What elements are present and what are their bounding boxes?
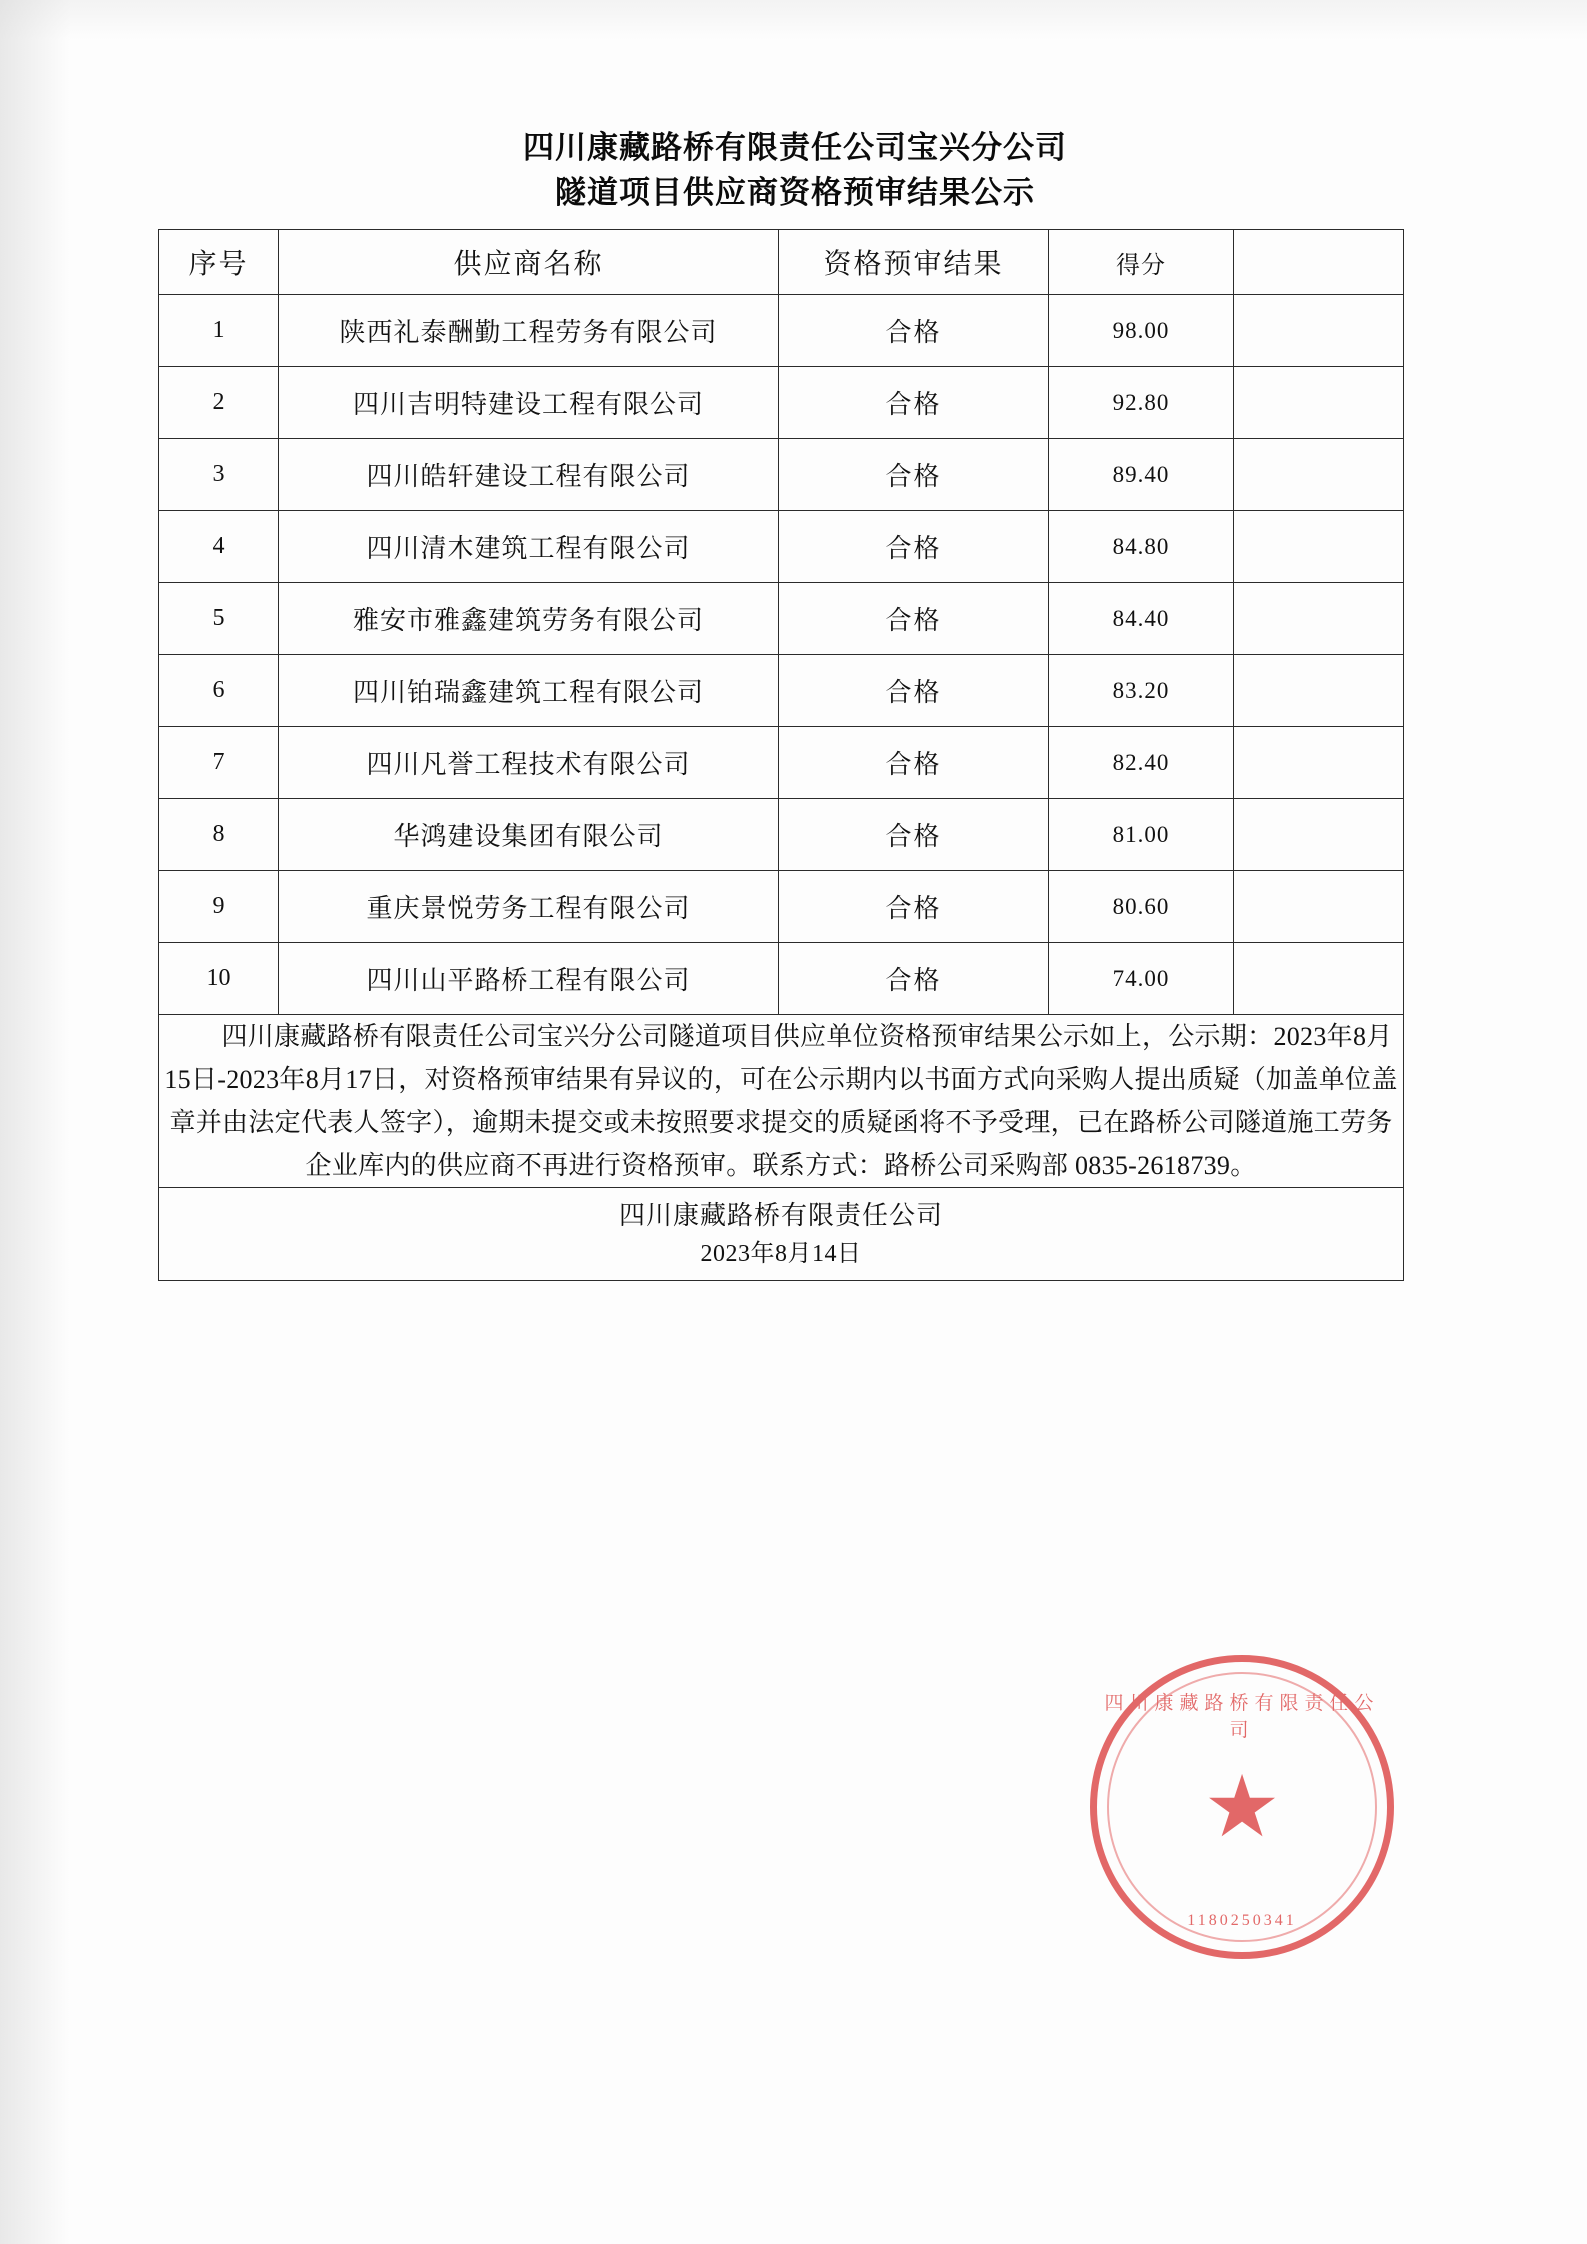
cell-supplier-name: 雅安市雅鑫建筑劳务有限公司 bbox=[279, 583, 779, 655]
cell-score: 80.60 bbox=[1049, 871, 1234, 943]
table-row bbox=[159, 871, 1404, 943]
table-row bbox=[159, 727, 1404, 799]
cell-index: 2 bbox=[159, 367, 279, 439]
cell-index: 7 bbox=[159, 727, 279, 799]
cell-blank bbox=[1234, 583, 1404, 655]
table-header-row bbox=[159, 230, 1404, 295]
signature-company: 四川康藏路桥有限责任公司 bbox=[618, 1201, 943, 1230]
prequalification-results-table bbox=[158, 229, 1404, 1281]
column-header-supplier-name: 供应商名称 bbox=[279, 230, 779, 295]
table-row bbox=[159, 943, 1404, 1015]
cell-supplier-name: 四川清木建筑工程有限公司 bbox=[279, 511, 779, 583]
cell-index: 9 bbox=[159, 871, 279, 943]
seal-bottom-text: 1180250341 bbox=[1187, 1912, 1297, 1929]
cell-blank bbox=[1234, 511, 1404, 583]
cell-result: 合格 bbox=[779, 799, 1049, 871]
cell-index: 8 bbox=[159, 799, 279, 871]
column-header-score: 得分 bbox=[1049, 230, 1234, 295]
cell-score: 74.00 bbox=[1049, 943, 1234, 1015]
cell-blank bbox=[1234, 367, 1404, 439]
cell-score: 98.00 bbox=[1049, 295, 1234, 367]
cell-supplier-name: 四川凡誉工程技术有限公司 bbox=[279, 727, 779, 799]
table-row bbox=[159, 439, 1404, 511]
cell-result: 合格 bbox=[779, 943, 1049, 1015]
table-row bbox=[159, 511, 1404, 583]
table-row bbox=[159, 655, 1404, 727]
cell-supplier-name: 四川铂瑞鑫建筑工程有限公司 bbox=[279, 655, 779, 727]
cell-result: 合格 bbox=[779, 871, 1049, 943]
cell-result: 合格 bbox=[779, 727, 1049, 799]
seal-top-text: 四川康藏路桥有限责任公司 bbox=[1104, 1693, 1380, 1741]
cell-score: 83.20 bbox=[1049, 655, 1234, 727]
column-header-index: 序号 bbox=[159, 230, 279, 295]
notice-paragraph: 四川康藏路桥有限责任公司宝兴分公司隧道项目供应单位资格预审结果公示如上，公示期：2023年8月15日-2023年8月17日，对资格预审结果有异议的，可在公示期内以书面方式向采购人提出质疑（加盖单位盖章并由法定代表人签字），逾期未提交或未按照要求提交的质疑函将不予受理，已在路桥公司隧道施工劳务企业库内的供应商不再进行资格预审。联系方式：路桥公司采购部 0835-2618739。 bbox=[164, 1022, 1398, 1180]
seal-star-icon: ★ bbox=[1203, 1759, 1281, 1855]
cell-score: 82.40 bbox=[1049, 727, 1234, 799]
notes-row bbox=[159, 1015, 1404, 1188]
cell-supplier-name: 四川吉明特建设工程有限公司 bbox=[279, 367, 779, 439]
cell-result: 合格 bbox=[779, 367, 1049, 439]
title-line-2: 隧道项目供应商资格预审结果公示 bbox=[555, 175, 1035, 210]
cell-blank bbox=[1234, 727, 1404, 799]
signature-row bbox=[159, 1188, 1404, 1281]
cell-result: 合格 bbox=[779, 439, 1049, 511]
cell-index: 1 bbox=[159, 295, 279, 367]
cell-blank bbox=[1234, 799, 1404, 871]
cell-result: 合格 bbox=[779, 655, 1049, 727]
table-row bbox=[159, 367, 1404, 439]
table-row bbox=[159, 583, 1404, 655]
cell-index: 4 bbox=[159, 511, 279, 583]
notice-body bbox=[159, 1015, 1404, 1188]
column-header-result: 资格预审结果 bbox=[779, 230, 1049, 295]
cell-blank bbox=[1234, 871, 1404, 943]
cell-index: 5 bbox=[159, 583, 279, 655]
page-title bbox=[150, 125, 1440, 215]
company-seal-stamp bbox=[1090, 1655, 1394, 1959]
cell-supplier-name: 华鸿建设集团有限公司 bbox=[279, 799, 779, 871]
cell-blank bbox=[1234, 295, 1404, 367]
cell-score: 92.80 bbox=[1049, 367, 1234, 439]
cell-blank bbox=[1234, 943, 1404, 1015]
cell-supplier-name: 四川山平路桥工程有限公司 bbox=[279, 943, 779, 1015]
column-header-blank bbox=[1234, 230, 1404, 295]
cell-index: 6 bbox=[159, 655, 279, 727]
cell-blank bbox=[1234, 655, 1404, 727]
cell-result: 合格 bbox=[779, 583, 1049, 655]
cell-score: 84.40 bbox=[1049, 583, 1234, 655]
signature-date: 2023年8月14日 bbox=[700, 1241, 862, 1267]
cell-result: 合格 bbox=[779, 295, 1049, 367]
cell-blank bbox=[1234, 439, 1404, 511]
cell-score: 81.00 bbox=[1049, 799, 1234, 871]
cell-index: 3 bbox=[159, 439, 279, 511]
cell-supplier-name: 重庆景悦劳务工程有限公司 bbox=[279, 871, 779, 943]
cell-score: 84.80 bbox=[1049, 511, 1234, 583]
notice-sheet bbox=[150, 125, 1440, 1281]
table-row bbox=[159, 799, 1404, 871]
cell-supplier-name: 四川皓轩建设工程有限公司 bbox=[279, 439, 779, 511]
signature-block bbox=[159, 1188, 1404, 1281]
title-line-1: 四川康藏路桥有限责任公司宝兴分公司 bbox=[523, 130, 1067, 165]
table-row bbox=[159, 295, 1404, 367]
cell-result: 合格 bbox=[779, 511, 1049, 583]
cell-score: 89.40 bbox=[1049, 439, 1234, 511]
cell-supplier-name: 陕西礼泰酬勤工程劳务有限公司 bbox=[279, 295, 779, 367]
cell-index: 10 bbox=[159, 943, 279, 1015]
